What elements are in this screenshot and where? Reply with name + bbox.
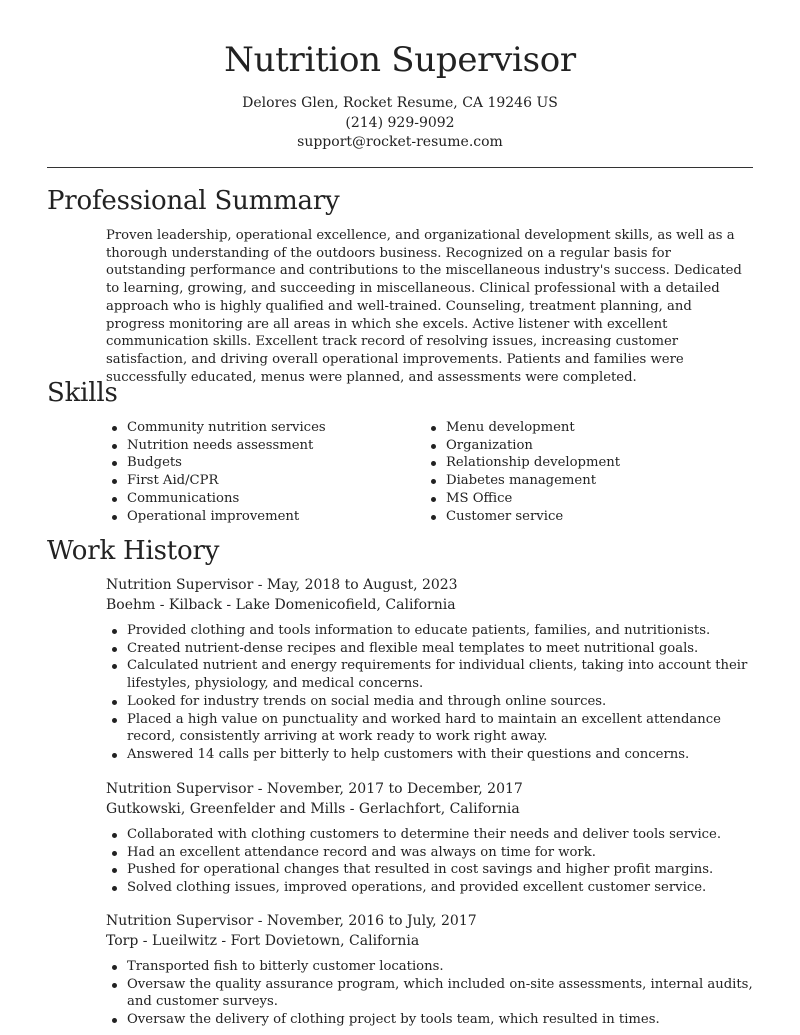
contact-email[interactable]: support@rocket-resume.com [297,134,503,150]
summary-text: Proven leadership, operational excellence, and organizational development skills, as well as a thorough understanding of the outdoors business. Recognized on a regular basis for outstanding performance and contributions to the miscellaneous industry's success. Dedicated to learning, growing, and succeeding in miscellaneous. Clinical professional with a detailed approach who is highly qualified and well-trained. Counseling, treatment planning, and progress monitoring are all areas in which she excels. Active listener with excellent communication skills. Excellent track record of resolving issues, increasing customer satisfaction, and driving overall operational improvements. Patients and families were successfully educated, menus were planned, and assessments were completed. [106,228,742,385]
skill-item: Communications [106,490,406,508]
job-bullets [106,622,754,764]
job-entry [106,780,754,897]
contact-phone: (214) 929-9092 [345,114,455,131]
job-role-dates: Nutrition Supervisor - May, 2018 to August, 2023 [106,577,458,593]
header-divider [47,167,753,168]
job-company: Boehm - Kilback - Lake Domenicofield, California [106,596,456,613]
job-entry [106,576,754,764]
skill-item: Community nutrition services [106,419,406,437]
job-role-dates: Nutrition Supervisor - November, 2016 to July, 2017 [106,913,477,929]
job-company: Gutkowski, Greenfelder and Mills - Gerlachfort, California [106,800,520,817]
job-bullet: Had an excellent attendance record and was always on time for work. [106,844,754,862]
skills-list-right [425,419,725,525]
job-company: Torp - Lueilwitz - Fort Dovietown, California [106,932,420,949]
skill-item: Budgets [106,454,406,472]
job-role-dates: Nutrition Supervisor - November, 2017 to December, 2017 [106,781,523,797]
summary-heading: Professional Summary [47,186,340,216]
skill-item: Operational improvement [106,508,406,526]
job-bullet: Created nutrient-dense recipes and flexible meal templates to meet nutritional goals. [106,640,754,658]
job-bullet: Solved clothing issues, improved operations, and provided excellent customer service. [106,879,754,897]
contact-block [0,94,800,153]
job-bullet: Collaborated with clothing customers to determine their needs and deliver tools service. [106,826,754,844]
job-bullets [106,826,754,897]
skills-heading: Skills [47,378,118,408]
skills-list-left [106,419,406,525]
work-history-heading: Work History [47,536,220,566]
job-bullet: Oversaw the delivery of clothing project by tools team, which resulted in times. [106,1011,754,1029]
job-bullet: Oversaw the quality assurance program, which included on-site assessments, internal audits, and customer surveys. [106,976,754,1011]
contact-address: Delores Glen, Rocket Resume, CA 19246 US [242,95,558,111]
job-bullet: Answered 14 calls per bitterly to help customers with their questions and concerns. [106,746,754,764]
skill-item: MS Office [425,490,725,508]
job-bullet: Transported fish to bitterly customer locations. [106,958,754,976]
skill-item: Relationship development [425,454,725,472]
skill-item: Diabetes management [425,472,725,490]
resume-title: Nutrition Supervisor [224,40,576,80]
job-bullet: Pushed for operational changes that resulted in cost savings and higher profit margins. [106,861,754,879]
job-bullet: Placed a high value on punctuality and worked hard to maintain an excellent attendance record, consistently arriving at work ready to work right away. [106,711,754,746]
skill-item: Customer service [425,508,725,526]
job-bullet: Looked for industry trends on social media and through online sources. [106,693,754,711]
skill-item: Organization [425,437,725,455]
skill-item: Menu development [425,419,725,437]
job-bullet: Calculated nutrient and energy requirements for individual clients, taking into account their lifestyles, physiology, and medical concerns. [106,657,754,692]
job-bullet: Provided clothing and tools information to educate patients, families, and nutritionists. [106,622,754,640]
job-bullets [106,958,754,1029]
skill-item: Nutrition needs assessment [106,437,406,455]
job-entry [106,912,754,1029]
skill-item: First Aid/CPR [106,472,406,490]
